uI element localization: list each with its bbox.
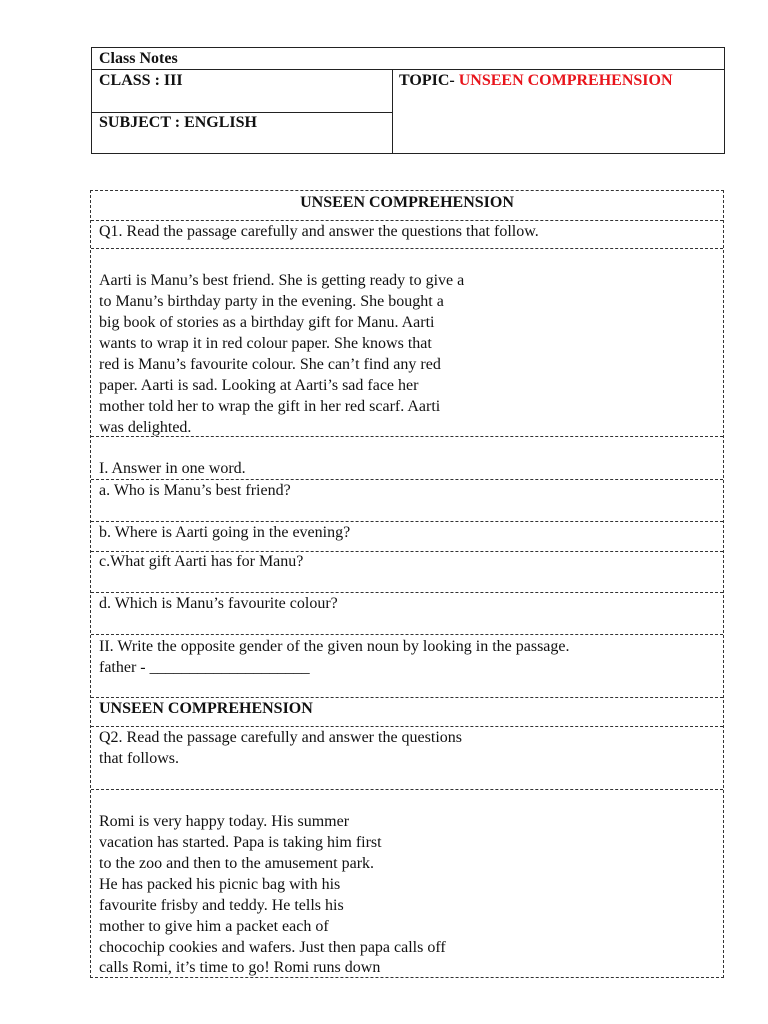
passage-line: red is Manu’s favourite colour. She can’t find any red (99, 356, 441, 373)
class-label: CLASS : III (99, 72, 183, 89)
question-a: a. Who is Manu’s best friend? (99, 482, 291, 499)
class-notes-header-table (91, 47, 725, 154)
row-separator (91, 551, 723, 552)
comprehension-table (90, 190, 724, 978)
passage-line: mother to give him a packet each of (99, 918, 329, 935)
passage-line: wants to wrap it in red colour paper. She knows that (99, 335, 432, 352)
passage-line: favourite frisby and teddy. He tells his (99, 897, 344, 914)
section2-instruction-line: Q2. Read the passage carefully and answer the questions (99, 729, 462, 746)
passage-line: paper. Aarti is sad. Looking at Aarti’s sad face her (99, 377, 419, 394)
passage-line: to Manu’s birthday party in the evening. She bought a (99, 293, 444, 310)
passage-line: vacation has started. Papa is taking him first (99, 834, 382, 851)
row-separator (91, 479, 723, 480)
section1-heading: UNSEEN COMPREHENSION (300, 194, 514, 211)
row-separator (91, 521, 723, 522)
topic-value: UNSEEN COMPREHENSION (458, 72, 673, 89)
row-separator (91, 697, 723, 698)
row-separator (91, 789, 723, 790)
question-c: c.What gift Aarti has for Manu? (99, 553, 304, 570)
row-separator (91, 592, 723, 593)
row-separator (91, 248, 723, 249)
part1-heading: I. Answer in one word. (99, 460, 246, 477)
passage-line: mother told her to wrap the gift in her red scarf. Aarti (99, 398, 441, 415)
section2-instruction-line: that follows. (99, 750, 179, 767)
topic-prefix: TOPIC- (399, 72, 459, 89)
header-title-row (92, 48, 724, 70)
passage-line: chocochip cookies and wafers. Just then papa calls off (99, 939, 446, 956)
passage-line: to the zoo and then to the amusement park. (99, 855, 375, 872)
part2-heading: II. Write the opposite gender of the given noun by looking in the passage. (99, 638, 570, 655)
passage-line: He has packed his picnic bag with his (99, 876, 341, 893)
passage-line: Aarti is Manu’s best friend. She is getting ready to give a (99, 272, 465, 289)
part2-item: father - ____________________ (99, 659, 310, 676)
subject-label: SUBJECT : ENGLISH (99, 114, 257, 131)
section1-instruction: Q1. Read the passage carefully and answer the questions that follow. (99, 223, 539, 240)
passage-line: was delighted. (99, 419, 192, 436)
header-title: Class Notes (99, 50, 178, 67)
row-separator (91, 634, 723, 635)
passage-line: calls Romi, it’s time to go! Romi runs down (99, 959, 381, 976)
question-b: b. Where is Aarti going in the evening? (99, 524, 351, 541)
passage-line: big book of stories as a birthday gift for Manu. Aarti (99, 314, 435, 331)
header-divider-horizontal (92, 112, 392, 113)
passage-line: Romi is very happy today. His summer (99, 813, 350, 830)
section2-heading: UNSEEN COMPREHENSION (99, 700, 313, 717)
question-d: d. Which is Manu’s favourite colour? (99, 595, 338, 612)
topic-label (399, 72, 673, 90)
row-separator (91, 726, 723, 727)
header-divider-vertical (392, 69, 393, 153)
row-separator (91, 220, 723, 221)
